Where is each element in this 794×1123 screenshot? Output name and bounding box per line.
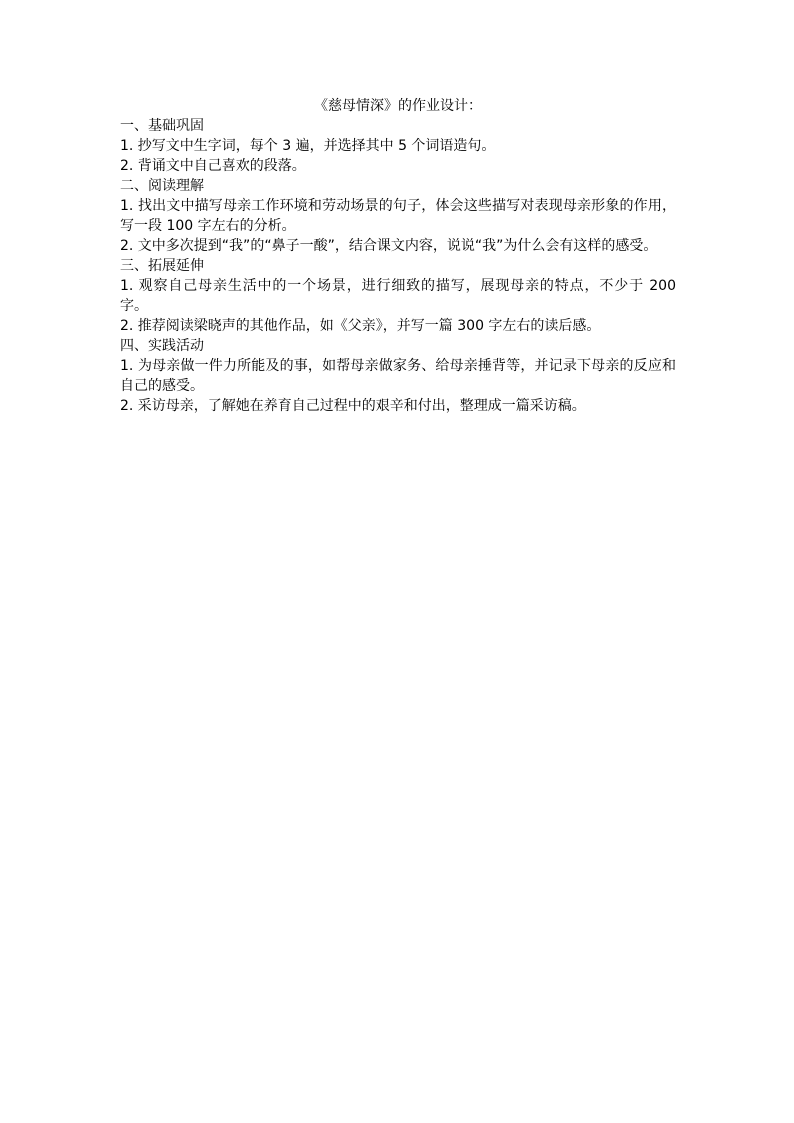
list-item: 2. 文中多次提到“我”的“鼻子一酸”，结合课文内容，说说“我”为什么会有这样的感受。 <box>120 238 658 254</box>
section-practice <box>120 336 676 416</box>
list-item: 1. 找出文中描写母亲工作环境和劳动场景的句子，体会这些描写对表现母亲形象的作用，写一段 100 字左右的分析。 <box>120 198 676 234</box>
list-item: 1. 观察自己母亲生活中的一个场景，进行细致的描写，展现母亲的特点，不少于 200 字。 <box>120 278 676 314</box>
section-heading: 三、拓展延伸 <box>120 258 204 274</box>
section-reading <box>120 176 676 256</box>
section-basic <box>120 116 676 176</box>
section-heading: 四、实践活动 <box>120 338 204 354</box>
document-page <box>120 96 676 416</box>
document-title: 《慈母情深》的作业设计： <box>314 98 482 114</box>
section-extension <box>120 256 676 336</box>
section-heading: 二、阅读理解 <box>120 178 204 194</box>
list-item: 2. 采访母亲，了解她在养育自己过程中的艰辛和付出，整理成一篇采访稿。 <box>120 398 586 414</box>
list-item: 2. 推荐阅读梁晓声的其他作品，如《父亲》，并写一篇 300 字左右的读后感。 <box>120 318 601 334</box>
list-item: 1. 抄写文中生字词，每个 3 遍，并选择其中 5 个词语造句。 <box>120 138 496 154</box>
list-item: 2. 背诵文中自己喜欢的段落。 <box>120 158 306 174</box>
list-item: 1. 为母亲做一件力所能及的事，如帮母亲做家务、给母亲捶背等，并记录下母亲的反应和自己的感受。 <box>120 358 676 394</box>
section-heading: 一、基础巩固 <box>120 118 204 134</box>
